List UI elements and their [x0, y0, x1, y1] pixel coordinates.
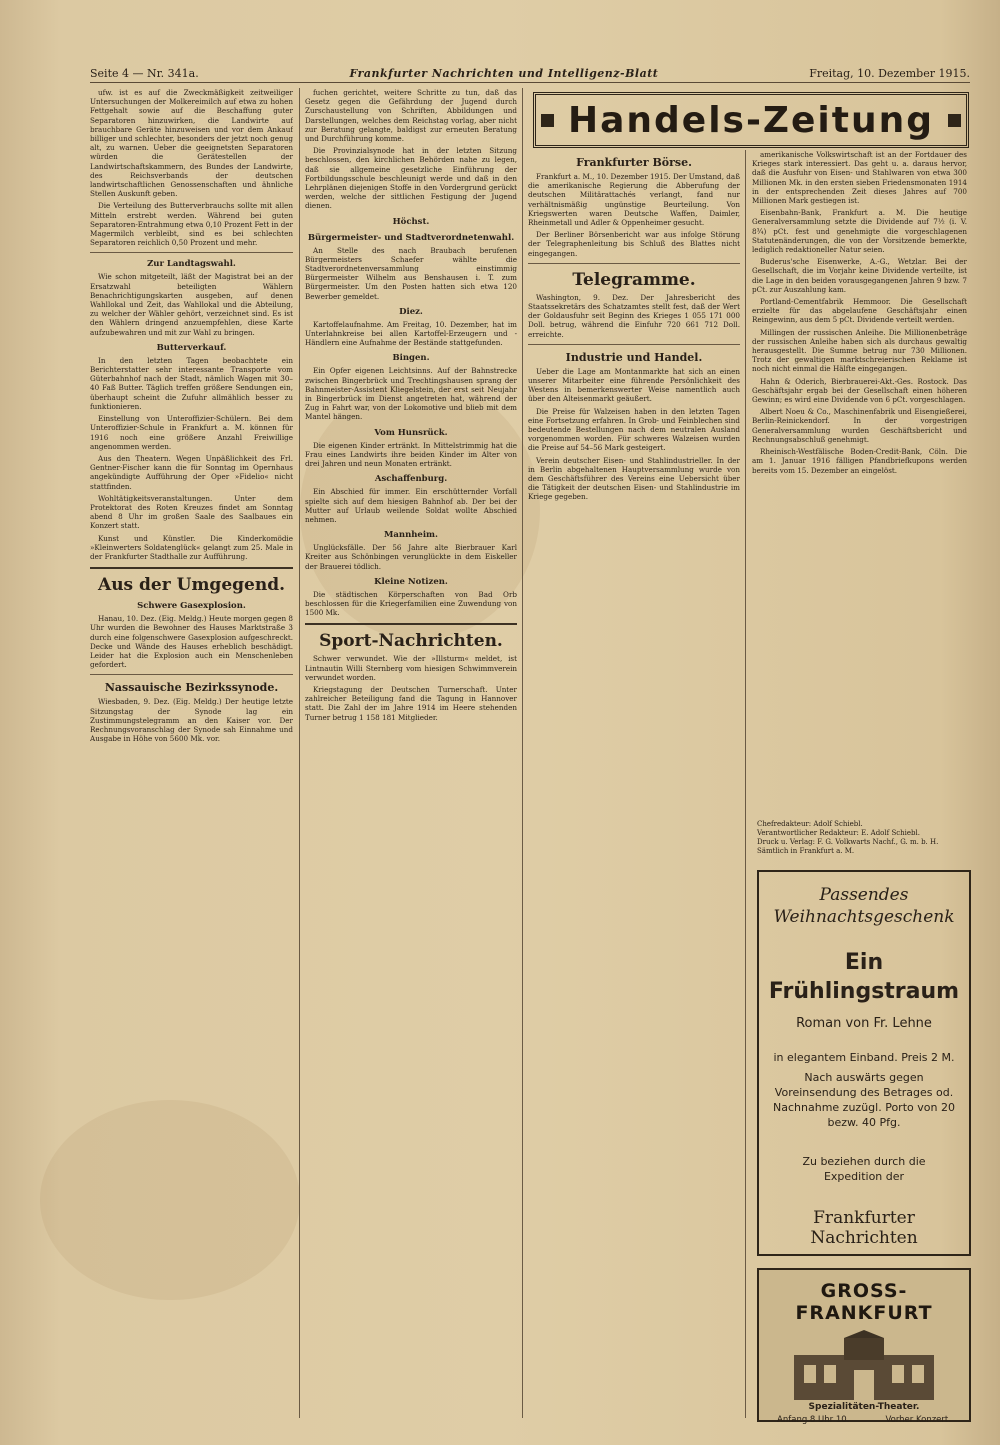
divider [90, 252, 293, 253]
headline: Kleine Notizen. [374, 576, 448, 587]
article-text: Die eigenen Kinder ertränkt. In Mittelstrimmig hat die Frau eines Landwirts ihre beiden Kinder im Alter von drei Jahren und neun Monaten ertränkt. [305, 440, 517, 469]
article-text: Schwer verwundet. Wie der »Illsturm« meldet, ist Lintnautin Willi Sternberg vom hiesigen Schwimmverein verwundet worden. [305, 654, 517, 682]
column-4 [752, 150, 967, 812]
article-text: Kartoffelaufnahme. Am Freitag, 10. Dezember, hat im Unterlahnkreise bei allen Kartoffel-Erzeugern und -Händlern eine Aufnahme der Bestände stattgefunden. [305, 319, 517, 348]
article-text: Buderus'sche Eisenwerke, A.-G., Wetzlar. Bei der Gesellschaft, die im Vorjahr keine Dividende verteilte, ist die Lage in den beiden vorausgegangenen Jahren 9 bzw. 7 pCt. zur Auszahlung kam. [752, 257, 967, 294]
article-text: Die Provinzialsynode hat in der letzten Sitzung beschlossen, den kirchlichen Behörden nahe zu legen, daß sie allgemeine gesetzliche Einführung der Fortbildungsschule beschleunigt werde und daß in den Lehrplänen diejenigen Stoffe in den Vordergrund gerückt werden, welche der sittlichen Festigung der Jugend dienen. [305, 146, 517, 211]
column-3 [528, 150, 740, 1418]
article-text: Die städtischen Körperschaften von Bad Orb beschlossen für die Kriegerfamilien eine Zuwendung von 1500 Mk. [305, 589, 517, 618]
subheadline: Bürgermeister- und Stadtverordnetenwahl. [307, 232, 515, 243]
article-text: Millingen der russischen Anleihe. Die Millionenbeträge der russischen Anleihe haben sich als durchaus gewaltig herausgestellt. Die Summe betrug nur 730 Millionen. Trotz der gewaltigen marktschreierischen Reklame ist noch nicht einmal die Hälfte eingegangen. [752, 327, 967, 374]
ad-shipping: Nach auswärts gegen Voreinsendung des Betrages od. Nachnahme zuzügl. Porto von 20 bezw. 40 Pfg. [773, 1071, 955, 1129]
theater-advertisement [757, 1268, 971, 1425]
headline: Nassauische Bezirkssynode. [104, 681, 279, 695]
ad-heading: Passendes Weihnachtsgeschenk [773, 885, 955, 927]
headline: Vom Hunsrück. [374, 427, 448, 438]
article-text: Einstellung von Unteroffizier-Schülern. Bei dem Unteroffizier-Schule in Frankfurt a. M. können für 1916 noch eine größere Anzahl Freiwillige angenommen werden. [90, 414, 293, 451]
divider [90, 567, 293, 569]
issue-date: Freitag, 10. Dezember 1915. [809, 66, 970, 80]
article-text: Portland-Cementfabrik Hemmoor. Die Gesellschaft erzielte für das abgelaufene Geschäftsjahr einen Reingewinn, aus dem 5 pCt. Dividende verteilt werden. [752, 297, 967, 325]
handels-zeitung-banner [533, 92, 969, 148]
column-rule [299, 88, 300, 1418]
column-rule [522, 88, 523, 1418]
divider [90, 674, 293, 675]
ad-pre-concert: Vorher Konzert. [885, 1415, 951, 1425]
column-rule [745, 150, 746, 1418]
ornament-square [948, 114, 961, 127]
article-text: Kunst und Künstler. Die Kinderkomödie »Kleinwerters Soldatenglück« gelangt zum 25. Male in der Frankfurter Stadthalle zur Aufführung. [90, 533, 293, 561]
article-text: Washington, 9. Dez. Der Jahresbericht des Staatssekretärs des Schatzamtes stellt fest, daß der Wert der Goldausfuhr seit Beginn des Krieges 1 055 171 000 Doll. betrug, während die Einfuhr 720 661 712 Doll. erreichte. [528, 292, 740, 339]
ad-book-title: Frühlingstraum [768, 979, 960, 1004]
article-text: Unglücksfälle. Der 56 Jahre alte Bierbrauer Karl Kreiter aus Schönbingen verunglückte in dem Eiskeller der Brauerei tödlich. [305, 543, 517, 571]
headline: Frankfurter Börse. [576, 156, 692, 169]
article-text: Albert Noeu & Co., Maschinenfabrik und Eisengießerei, Berlin-Reinickendorf. In der vorgestrigen Generalversammlung wurden Geschäftsbericht und Rechnungsabschluß genehmigt. [752, 407, 967, 444]
article-text: Die Verteilung des Butterverbrauchs sollte mit allen Mitteln erstrebt werden. Während bei guten Separatoren-Entrahmung etwa 0,10 Prozent Fett in der Magermilch verbleibt, sind es bei schlechten Separatoren reichlich 0,50 Prozent und mehr. [90, 201, 293, 248]
ad-publisher: Frankfurter Nachrichten [810, 1208, 918, 1248]
article-text: Verein deutscher Eisen- und Stahlindustrieller. In der in Berlin abgehaltenen Hauptversammlung wurde von dem Geschäftsführer des Vereins eine Uebersicht über die Tätigkeit der deutschen Eisen- und Stahlindustrie im Kriege gegeben. [528, 455, 740, 502]
section-heading: Telegramme. [572, 269, 696, 290]
article-text: ufw. ist es auf die Zweckmäßigkeit zeitweiliger Untersuchungen der Molkereimilch auf etwa zu hohen Fettgehalt sowie auf die Beschaffung guter Separatoren hinzuwirken, die Landwirte auf brauchbare Geräte hinzuweisen und vor dem Ankauf billiger und schlechter, besonders der jetzt noch genug alt, zu warnen. Ueber die geeignetsten Separatoren würden die Gerätestellen der Landwirtschaftskammern, des Bundes der Landwirte, des Reichsverbands der deutschen landwirtschaftlichen Genossenschaften und ähnliche Stellen Auskunft geben. [90, 88, 293, 199]
article-text: An Stelle des nach Braubach berufenen Bürgermeisters Schaefer wählte die Stadtverordnetenversammlung einstimmig Bürgermeister Wilhelm aus Benshausen i. T. zum Bürgermeister. Um den Posten hatten sich etwa 120 Bewerber gemeldet. [305, 245, 517, 301]
ad-theater-times [759, 1415, 969, 1425]
ad-theater-type: Spezialitäten-Theater. [808, 1402, 920, 1412]
article-text: Ueber die Lage am Montanmarkte hat sich an einen unserer Mitarbeiter eine führende Persönlichkeit des Westens in bemerkenswerter Weise namentlich auch über den Alteisenmarkt geäußert. [528, 366, 740, 404]
ad-text: Ein [844, 950, 884, 975]
article-text: Wohltätigkeitsveranstaltungen. Unter dem Protektorat des Roten Kreuzes findet am Sonntag abend 8 Uhr im großen Saale des Saalbaues ein Konzert statt. [90, 493, 293, 531]
imprint-line: Verantwortlicher Redakteur: E. Adolf Schiebl. [757, 829, 920, 837]
ad-theater-name: GROSS-FRANKFURT [795, 1280, 933, 1324]
article-text: Rheinisch-Westfälische Boden-Credit-Bank, Cöln. Die am 1. Januar 1916 fälligen Pfandbriefkupons werden bereits vom 15. Dezember an eingelöst. [752, 447, 967, 475]
article-text: amerikanische Volkswirtschaft ist an der Fortdauer des Krieges stark interessiert. Das geht u. a. daraus hervor, daß die Ausfuhr von Eisen- und Stahlwaren von etwa 300 Millionen Mk. in den ersten sieben Friedensmonaten 1914 in der entsprechenden Zeit dieses Jahres auf 700 Millionen Mark gestiegen ist. [752, 150, 967, 206]
imprint-line: Chefredakteur: Adolf Schiebl. [757, 820, 863, 828]
article-text: Wie schon mitgeteilt, läßt der Magistrat bei an der Ersatzwahl beteiligten Wählern Benachrichtigungskarten ausgeben, auf denen Wahllokal und Zeit, das Wahllokal und die Abteilung, zu welcher der Wähler gehört, verzeichnet sind. Es ist den Wählern dringend anzuempfehlen, diese Karte aufzubewahren und mit zur Wahl zu bringen. [90, 272, 293, 337]
divider [305, 623, 517, 625]
ornament-square [541, 114, 554, 127]
column-1 [90, 88, 293, 1418]
article-text: Ein Abschied für immer. Ein erschütternder Vorfall spielte sich auf dem hiesigen Bahnhof ab. Der bei der Mutter auf Urlaub weilende Soldat wollte Abschied nehmen. [305, 487, 517, 524]
newspaper-title: Frankfurter Nachrichten und Intelligenz-Blatt [349, 66, 659, 80]
article-text: Aus den Theatern. Wegen Unpäßlichkeit des Frl. Gentner-Fischer kann die für Sonntag im Opernhaus angekündigte Aufführung der Oper »Fidelio« nicht stattfinden. [90, 453, 293, 491]
article-text: fuchen gerichtet, weitere Schritte zu tun, daß das Gesetz gegen die Gefährdung der Jugend durch Zurschaustellung von Schriften, Abbildungen und Darstellungen, welches dem Reichstag vorlag, aber nicht zur Beratung gelangte, baldigst zur erneuten Beratung und Durchführung komme. [305, 88, 517, 144]
headline: Diez. [399, 306, 423, 317]
article-text: In den letzten Tagen beobachtete ein Berichterstatter sehr interessante Transporte vom Güterbahnhof nach der Stadt, nämlich Wagen mit 30–40 Faß Butter. Täglich treffen größere Sendungen ein, überhaupt scheint die Zufuhr allmählich besser zu funktionieren. [90, 355, 293, 411]
article-text: Frankfurt a. M., 10. Dezember 1915. Der Umstand, daß die amerikanische Regierung die Abberufung der deutschen Militärattachés verlangt, fand nur verhältnismäßig ungünstige Beurteilung. Von Kriegswerten waren Deutsche Waffen, Daimler, Rheinmetall und Adler & Oppenheimer gesucht. [528, 172, 740, 228]
article-text: Eisenbahn-Bank, Frankfurt a. M. Die heutige Generalversammlung setzte die Dividende auf 7½ (i. V. 8¾) pCt. fest und genehmigte die vorgeschlagenen Statutenänderungen, die von der Vorsitzende bemerkte, lediglich redaktioneller Natur seien. [752, 208, 967, 255]
headline: Schwere Gasexplosion. [137, 601, 246, 612]
headline: Mannheim. [383, 530, 439, 541]
article-text: Die Preise für Walzeisen haben in den letzten Tagen eine Fortsetzung erfahren. In Grob- und Feinblechen sind bedeutende Bestellungen nach dem neutralen Ausland vorgenommen worden. Für schweres Walzeisen wurden die Preise auf 54–56 Mark gesteigert. [528, 406, 740, 453]
article-text: Hahn & Oderich, Bierbrauerei-Akt.-Ges. Rostock. Das Geschäftsjahr ergab bei der Gesellschaft einen höheren Gewinn; es wird eine Dividende von 6 pCt. vorgeschlagen. [752, 376, 967, 405]
headline: Zur Landtagswahl. [147, 259, 236, 270]
headline: Aschaffenburg. [374, 474, 448, 485]
article-text: Wiesbaden, 9. Dez. (Eig. Meldg.) Der heutige letzte Sitzungstag der Synode lag ein Zustimmungstelegramm an den Kaiser vor. Der Rechnungsvoranschlag der Synode sah Einnahme und Ausgabe in Höhe von 5600 Mk. vor. [90, 697, 293, 744]
ad-author: Roman von Fr. Lehne [796, 1016, 932, 1031]
page-number: Seite 4 — Nr. 341a. [90, 66, 199, 80]
divider [528, 263, 740, 264]
theater-building-illustration [774, 1330, 954, 1400]
article-text: Der Berliner Börsenbericht war aus infolge Störung der Telegraphenleitung bis Schluß des Blattes nicht eingegangen. [528, 230, 740, 258]
article-text: Kriegstagung der Deutschen Turnerschaft. Unter zahlreicher Beteiligung fand die Tagung in Hannover statt. Die Zahl der im Jahre 1914 im Heere stehenden Turner betrug 1 158 181 Mitglieder. [305, 684, 517, 722]
imprint-line: Druck u. Verlag: F. G. Volkwarts Nachf., G. m. b. H. Sämtlich in Frankfurt a. M. [757, 838, 939, 855]
headline: Bingen. [392, 353, 430, 364]
headline: Butterverkauf. [156, 342, 227, 353]
page-masthead [90, 64, 970, 83]
ad-price: in elegantem Einband. Preis 2 M. [773, 1051, 955, 1064]
section-heading: Sport-Nachrichten. [319, 631, 503, 652]
headline: Höchst. [392, 216, 430, 227]
ad-start-time: Anfang 8 Uhr 10. [777, 1415, 850, 1425]
column-2 [305, 88, 517, 1418]
ad-source: Zu beziehen durch die Expedition der [802, 1155, 926, 1183]
section-heading: Aus der Umgegend. [98, 575, 285, 596]
book-advertisement [757, 870, 971, 1256]
section-heading: Industrie und Handel. [565, 350, 703, 364]
article-text: Ein Opfer eigenen Leichtsinns. Auf der Bahnstrecke zwischen Bingerbrück und Trechtingshausen sprang der Bahnmeister-Assistent Kliegelstein, der erst seit Neujahr in Bingerbrück im Dienst angetreten hat, während der Zug in Fahrt war, von der Lokomotive und blieb mit dem Mantel hängen. [305, 366, 517, 422]
divider [528, 344, 740, 345]
imprint [757, 820, 967, 856]
article-text: Hanau, 10. Dez. (Eig. Meldg.) Heute morgen gegen 8 Uhr wurden die Bewohner des Hauses Marktstraße 3 durch eine folgenschwere Gasexplosion aufgeschreckt. Decke und Wände des Hauses erheblich beschädigt. Leider hat die Explosion auch ein Menschenleben gefordert. [90, 614, 293, 670]
banner-title: Handels-Zeitung [567, 99, 935, 141]
